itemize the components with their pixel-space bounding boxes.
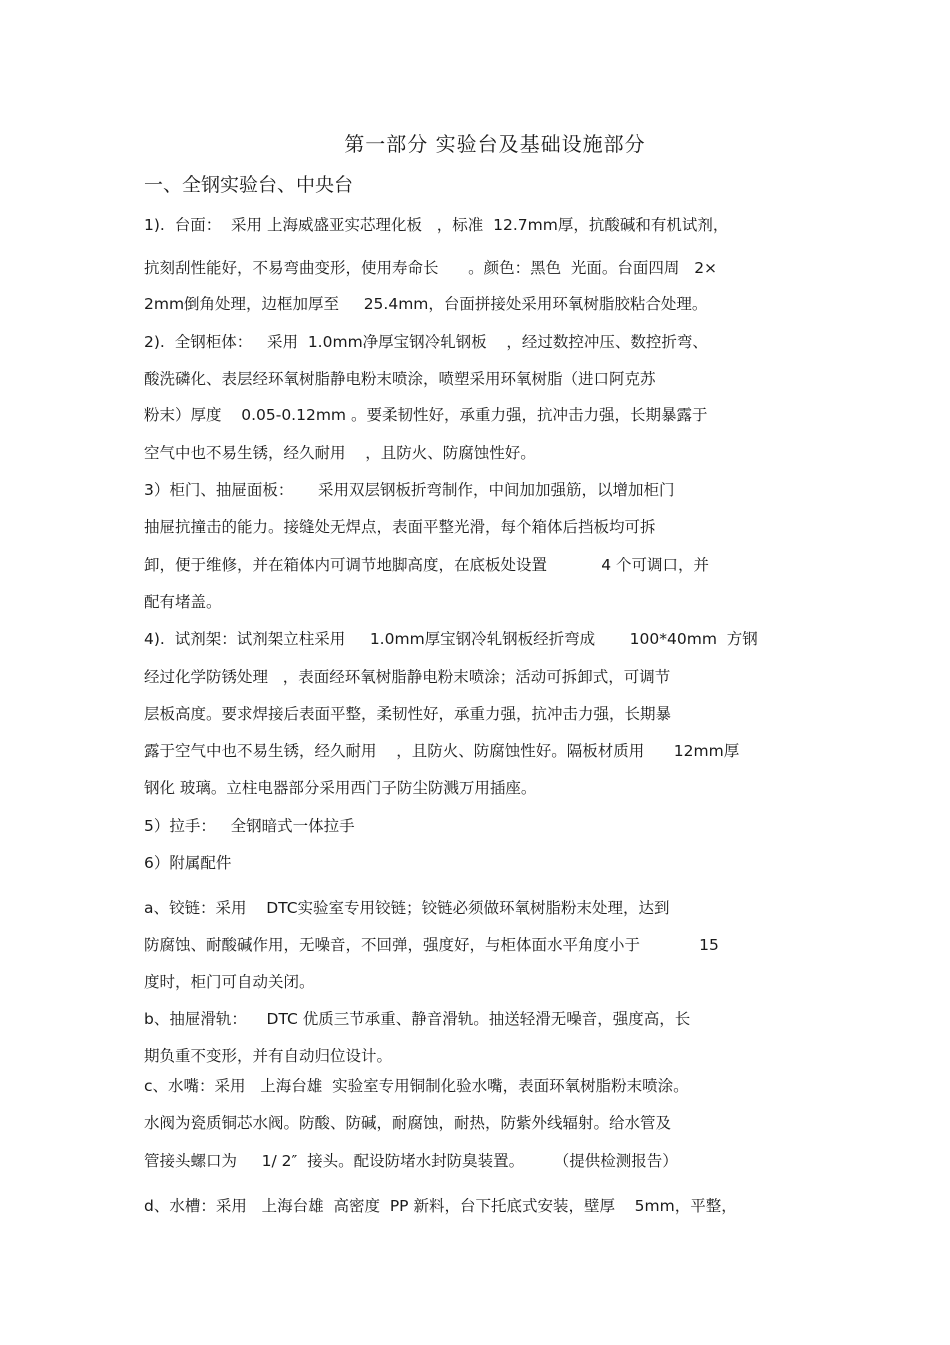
body-line: 度时，柜门可自动关闭。: [144, 973, 315, 991]
body-line: 1). 台面： 采用 上海威盛亚实芯理化板 ，标准 12.7mm厚，抗酸碱和有机试剂，: [144, 216, 729, 234]
body-line: 5）拉手： 全钢暗式一体拉手: [144, 817, 355, 835]
body-line: a、铰链：采用 DTC实验室专用铰链；铰链必须做环氧树脂粉末处理，达到: [144, 899, 670, 917]
body-line: 3）柜门、抽屉面板： 采用双层钢板折弯制作，中间加加强筋，以增加柜门: [144, 481, 675, 499]
body-line: 抗刻刮性能好，不易弯曲变形，使用寿命长 。颜色：黑色 光面。台面四周 2×: [144, 259, 718, 277]
body-line: 经过化学防锈处理 ，表面经环氧树脂静电粉末喷涂；活动可拆卸式，可调节: [144, 668, 671, 686]
body-line: 钢化 玻璃。立柱电器部分采用西门子防尘防溅万用插座。: [144, 779, 537, 797]
body-line: 卸，便于维修，并在箱体内可调节地脚高度，在底板处设置 4 个可调口，并: [144, 556, 709, 574]
body-line: 6）附属配件: [144, 854, 232, 872]
body-line: 水阀为瓷质铜芯水阀。防酸、防碱，耐腐蚀，耐热，防紫外线辐射。给水管及: [144, 1114, 672, 1132]
body-line: 配有堵盖。: [144, 593, 222, 611]
body-line: d、水槽：采用 上海台雄 高密度 PP 新料，台下托底式安装，壁厚 5mm，平整，: [144, 1197, 737, 1215]
body-line: c、水嘴：采用 上海台雄 实验室专用铜制化验水嘴，表面环氧树脂粉末喷涂。: [144, 1077, 689, 1095]
body-line: b、抽屉滑轨： DTC 优质三节承重、静音滑轨。抽送轻滑无噪音，强度高，长: [144, 1010, 691, 1028]
body-line: 酸洗磷化、表层经环氧树脂静电粉末喷涂，喷塑采用环氧树脂（进口阿克苏: [144, 370, 656, 388]
body-line: 露于空气中也不易生锈，经久耐用 ，且防火、防腐蚀性好。隔板材质用 12mm厚: [144, 742, 740, 760]
body-line: 抽屉抗撞击的能力。接缝处无焊点，表面平整光滑，每个箱体后挡板均可拆: [144, 518, 656, 536]
body-line: 粉末）厚度 0.05-0.12mm 。要柔韧性好，承重力强，抗冲击力强，长期暴露于: [144, 406, 708, 424]
body-line: 空气中也不易生锈，经久耐用 ，且防火、防腐蚀性好。: [144, 444, 536, 462]
body-line: 期负重不变形，并有自动归位设计。: [144, 1047, 393, 1065]
body-line: 2mm倒角处理，边框加厚至 25.4mm，台面拼接处采用环氧树脂胶粘合处理。: [144, 295, 708, 313]
body-line: 4). 试剂架：试剂架立柱采用 1.0mm厚宝钢冷轧钢板经折弯成 100*40mm 方钢: [144, 630, 758, 648]
page-title: 第一部分 实验台及基础设施部分: [344, 132, 646, 156]
body-line: 层板高度。要求焊接后表面平整，柔韧性好，承重力强，抗冲击力强，长期暴: [144, 705, 672, 723]
body-line: 防腐蚀、耐酸碱作用，无噪音，不回弹，强度好，与柜体面水平角度小于 15: [144, 936, 719, 954]
section-heading: 一、全钢实验台、中央台: [144, 174, 354, 196]
body-line: 2). 全钢柜体： 采用 1.0mm净厚宝钢冷轧钢板 ，经过数控冲压、数控折弯、: [144, 333, 708, 351]
body-line: 管接头螺口为 1/ 2″ 接头。配设防堵水封防臭装置。 （提供检测报告）: [144, 1152, 678, 1170]
